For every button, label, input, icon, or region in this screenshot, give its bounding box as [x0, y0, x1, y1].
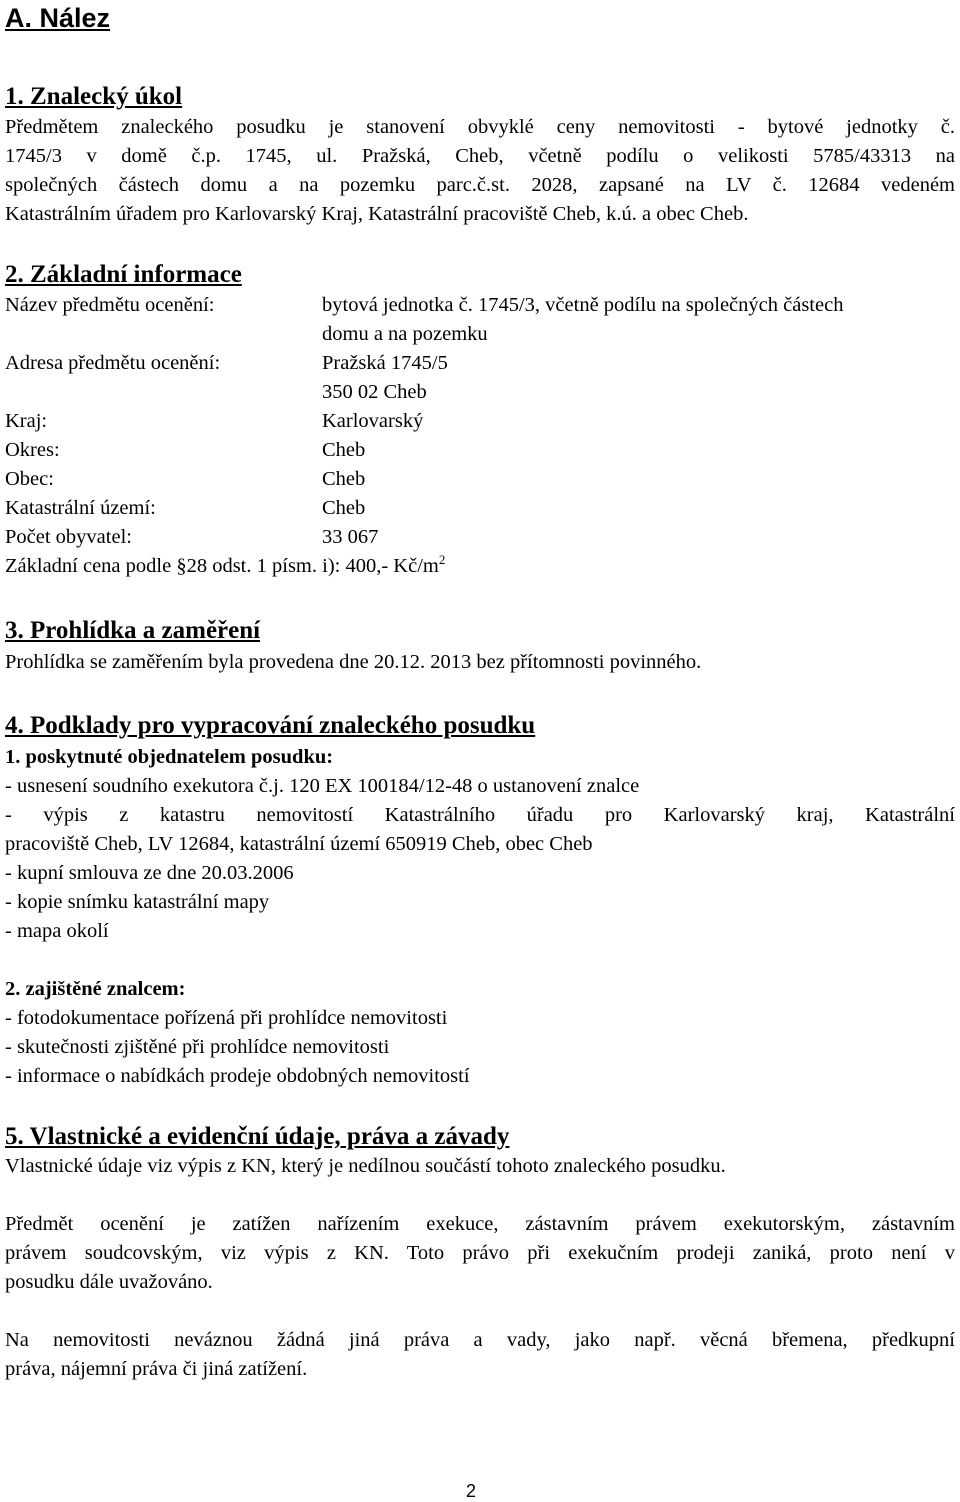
info-value: bytová jednotka č. 1745/3, včetně podílu na společných částech — [322, 294, 844, 316]
source-item: - fotodokumentace pořízená při prohlídce nemovitosti — [5, 1007, 448, 1029]
info-value: Cheb — [322, 468, 366, 490]
base-price-unit-exponent: 2 — [438, 552, 446, 567]
info-value: Cheb — [322, 497, 366, 519]
section-3-heading: 3. Prohlídka a zaměření — [5, 617, 261, 644]
section-5-paragraph-line: Předmět ocenění je zatížen nařízením exekuce, zástavním právem exekutorským, zástavním — [5, 1213, 955, 1235]
section-5-paragraph-line: právem soudcovským, viz výpis z KN. Toto právo při exekučním prodeji zaniká, proto není v — [5, 1242, 955, 1264]
info-label: Adresa předmětu ocenění: — [5, 352, 221, 374]
info-label: Kraj: — [5, 410, 48, 432]
info-value: domu a na pozemku — [322, 323, 488, 345]
section-1-line: 1745/3 v domě č.p. 1745, ul. Pražská, Cheb, včetně podílu o velikosti 5785/43313 na — [5, 145, 955, 167]
info-label: Katastrální území: — [5, 497, 156, 519]
section-5-paragraph-line: posudku dále uvažováno. — [5, 1271, 213, 1293]
source-item: - informace o nabídkách prodeje obdobných nemovitostí — [5, 1065, 470, 1087]
info-value: Karlovarský — [322, 410, 424, 432]
source-item: - kupní smlouva ze dne 20.03.2006 — [5, 862, 294, 884]
source-item: - výpis z katastru nemovitostí Katastrálního úřadu pro Karlovarský kraj, Katastrální — [5, 804, 955, 826]
section-1-line: Katastrálním úřadem pro Karlovarský Kraj, Katastrální pracoviště Cheb, k.ú. a obec Cheb. — [5, 203, 749, 225]
page-number: 2 — [466, 1481, 477, 1501]
info-value: Pražská 1745/5 — [322, 352, 448, 374]
section-5-paragraph-line: Na nemovitosti neváznou žádná jiná práva a vady, jako např. věcná břemena, předkupní — [5, 1329, 955, 1351]
section-4-subheading: 2. zajištěné znalcem: — [5, 978, 186, 1000]
info-label: Obec: — [5, 468, 54, 490]
base-price-text: Základní cena podle §28 odst. 1 písm. i): 400,- Kč/m — [5, 555, 439, 577]
info-value: Cheb — [322, 439, 366, 461]
info-value: 33 067 — [322, 526, 379, 548]
section-5-paragraph-line: práva, nájemní práva či jiná zatížení. — [5, 1358, 308, 1380]
section-1-line: společných částech domu a na pozemku parc.č.st. 2028, zapsané na LV č. 12684 vedeném — [5, 174, 955, 196]
section-4-heading: 4. Podklady pro vypracování znaleckého posudku — [5, 712, 536, 739]
info-label: Název předmětu ocenění: — [5, 294, 215, 316]
section-3-text: Prohlídka se zaměřením byla provedena dne 20.12. 2013 bez přítomnosti povinného. — [5, 651, 702, 673]
section-1-heading: 1. Znalecký úkol — [5, 83, 183, 110]
section-2-heading: 2. Základní informace — [5, 261, 242, 288]
section-5-heading: 5. Vlastnické a evidenční údaje, práva a závady — [5, 1123, 510, 1150]
info-label: Počet obyvatel: — [5, 526, 132, 548]
source-item: - kopie snímku katastrální mapy — [5, 891, 270, 913]
source-item: - usnesení soudního exekutora č.j. 120 EX 100184/12-48 o ustanovení znalce — [5, 775, 640, 797]
source-item: - skutečnosti zjištěné při prohlídce nemovitosti — [5, 1036, 390, 1058]
base-price-line — [5, 552, 445, 581]
source-item: - mapa okolí — [5, 920, 109, 942]
source-item: pracoviště Cheb, LV 12684, katastrální území 650919 Cheb, obec Cheb — [5, 833, 593, 855]
section-1-line: Předmětem znaleckého posudku je stanovení obvyklé ceny nemovitosti - bytové jednotky č. — [5, 116, 955, 138]
section-5-paragraph: Vlastnické údaje viz výpis z KN, který je nedílnou součástí tohoto znaleckého posudku. — [5, 1155, 726, 1177]
info-label: Okres: — [5, 439, 60, 461]
section-4-subheading: 1. poskytnuté objednatelem posudku: — [5, 746, 334, 768]
info-value: 350 02 Cheb — [322, 381, 427, 403]
document-title: A. Nález — [5, 3, 111, 33]
